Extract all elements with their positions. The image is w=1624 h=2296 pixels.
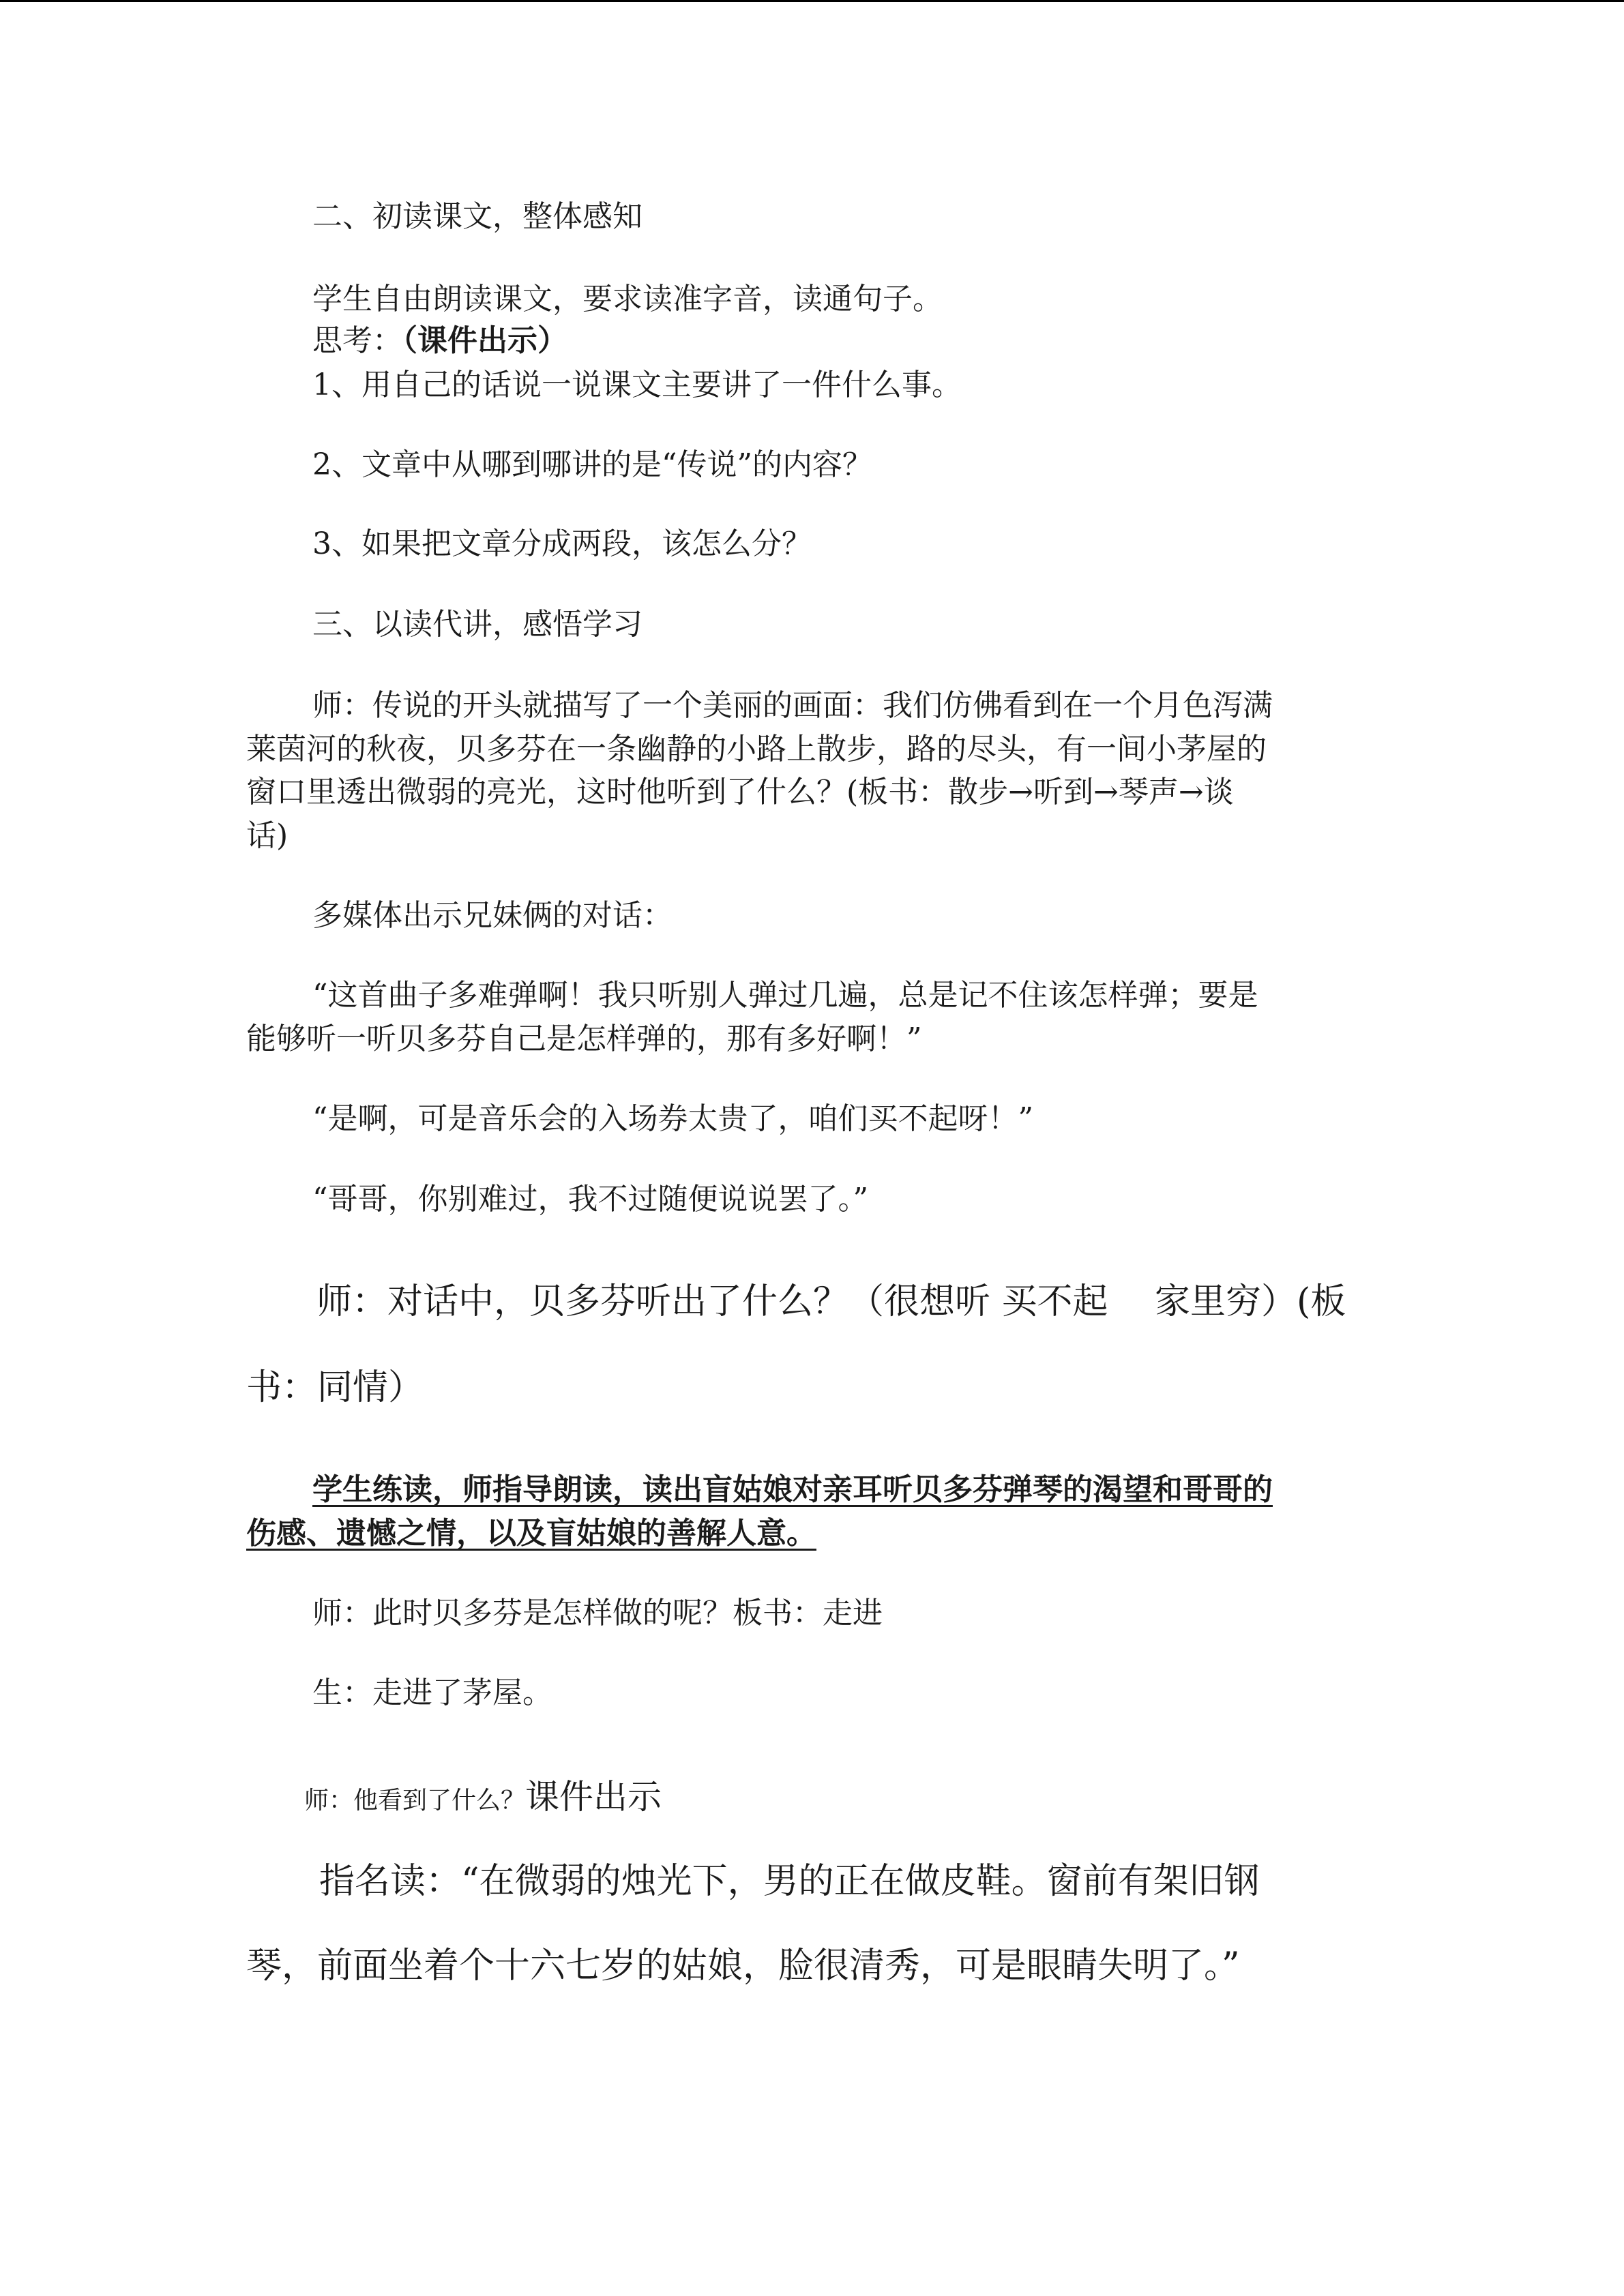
think-label <box>312 320 567 362</box>
teacher-paragraph-line-4: 话) <box>246 818 289 853</box>
think-label-text: 思考： <box>312 323 402 358</box>
named-reading-line-1: 指名读：“在微弱的烛光下，男的正在做皮鞋。窗前有架旧钢 <box>319 1861 1260 1902</box>
teacher-question-line-1: 师：对话中，贝多芬听出了什么？（很想听 买不起 家里穷）(板 <box>316 1281 1346 1322</box>
multimedia-dialogue-intro: 多媒体出示兄妹俩的对话： <box>312 898 673 933</box>
question-1: 1、用自己的话说一说课文主要讲了一件什么事。 <box>312 368 962 402</box>
named-reading-line-2: 琴，前面坐着个十六七岁的姑娘，脸很清秀，可是眼睛失明了。” <box>246 1945 1240 1986</box>
teacher-see-question <box>304 1776 662 1822</box>
teacher-see-question-text: 师：他看到了什么？ <box>304 1787 526 1815</box>
dialogue-quote-2: “是啊，可是音乐会的入场券太贵了，咱们买不起呀！” <box>312 1101 1033 1136</box>
page-top-border <box>0 0 1624 2</box>
courseware-tag: （课件出示） <box>402 323 567 358</box>
practice-reading-line-2: 伤感、遗憾之情，以及盲姑娘的善解人意。 <box>246 1516 816 1551</box>
question-3: 3、如果把文章分成两段，该怎么分？ <box>312 526 812 561</box>
paragraph-free-reading: 学生自由朗读课文，要求读准字音，读通句子。 <box>312 282 943 316</box>
teacher-action-question: 师：此时贝多芬是怎样做的呢？板书：走进 <box>312 1596 883 1630</box>
courseware-display-label: 课件出示 <box>525 1777 662 1817</box>
section-heading-first-reading: 二、初读课文，整体感知 <box>312 199 643 234</box>
question-2: 2、文章中从哪到哪讲的是“传说”的内容？ <box>312 447 872 482</box>
dialogue-quote-1-line-2: 能够听一听贝多芬自己是怎样弹的，那有多好啊！” <box>246 1022 922 1056</box>
dialogue-quote-1-line-1: “这首曲子多难弹啊！我只听别人弹过几遍，总是记不住该怎样弹；要是 <box>312 978 1258 1013</box>
teacher-paragraph-line-3: 窗口里透出微弱的亮光，这时他听到了什么？(板书：散步→听到→琴声→谈 <box>246 775 1234 809</box>
student-answer: 生：走进了茅屋。 <box>312 1675 552 1710</box>
teacher-question-line-2: 书：同情） <box>246 1367 424 1408</box>
dialogue-quote-3: “哥哥，你别难过，我不过随便说说罢了。” <box>312 1182 868 1217</box>
practice-reading-line-1: 学生练读，师指导朗读，读出盲姑娘对亲耳听贝多芬弹琴的渴望和哥哥的 <box>312 1472 1273 1507</box>
teacher-paragraph-line-1: 师：传说的开头就描写了一个美丽的画面：我们仿佛看到在一个月色泻满 <box>312 688 1273 723</box>
section-heading-read-learn: 三、以读代讲，感悟学习 <box>312 607 643 642</box>
teacher-paragraph-line-2: 莱茵河的秋夜，贝多芬在一条幽静的小路上散步，路的尽头，有一间小茅屋的 <box>246 732 1267 766</box>
